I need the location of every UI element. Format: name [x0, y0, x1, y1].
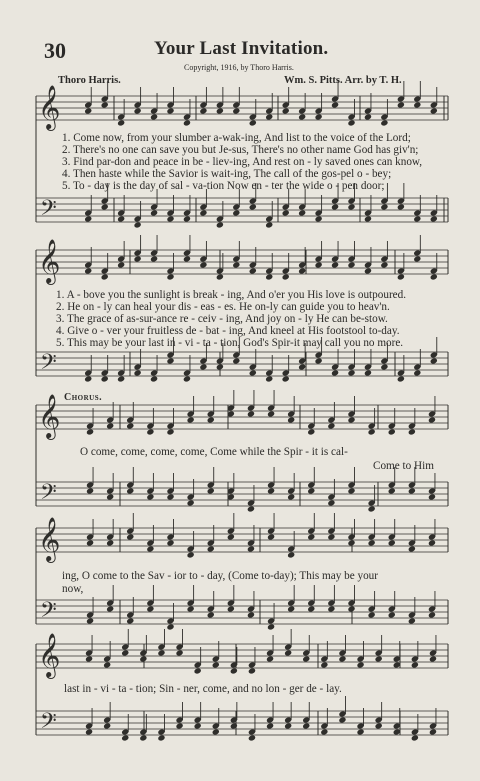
chorus-line-2-alto: now,: [62, 583, 84, 595]
hymn-number: 30: [44, 38, 66, 63]
lyricist-credit: Wm. S. Pitts. Arr. by T. H.: [284, 75, 402, 86]
chorus-label: Chorus.: [64, 392, 103, 403]
svg-text:𝄞: 𝄞: [38, 85, 61, 129]
svg-text:𝄞: 𝄞: [38, 394, 61, 438]
svg-text:𝄢: 𝄢: [40, 350, 57, 380]
svg-text:𝄞: 𝄞: [38, 239, 61, 283]
verse-1-line-2: 1. A - bove you the sunlight is break - ing, And o'er you His love is outpoured.: [56, 289, 407, 301]
copyright-notice: Copyright, 1916, by Thoro Harris.: [184, 63, 294, 72]
svg-text:𝄢: 𝄢: [40, 709, 57, 739]
svg-text:𝄞: 𝄞: [38, 633, 61, 677]
verse-2-line-1: 2. There's no one can save you but Je-sus, There's no other name God has giv'n;: [62, 144, 419, 156]
verse-3-line-2: 3. The grace of as-sur-ance re - ceiv - ing, And joy on - ly He can be-stow.: [56, 313, 388, 325]
verse-1-line-1: 1. Come now, from your slumber a-wak-ing, And list to the voice of the Lord;: [62, 132, 411, 144]
chorus-line-3: last in - vi - ta - tion; Sin - ner, come, and no lon - ger de - lay.: [64, 683, 342, 695]
svg-text:𝄢: 𝄢: [40, 480, 57, 510]
verse-block-1: [62, 132, 422, 192]
svg-text:𝄞: 𝄞: [38, 517, 61, 561]
verse-4-line-2: 4. Give o - ver your fruitless de - bat - ing, And kneel at His footstool to-day.: [56, 325, 400, 337]
verse-5-line-1: 5. To - day is the day of sal - va-tion Now en - ter the wide o - pen door;: [62, 180, 385, 192]
chorus-line-2: ing, O come to the Sav - ior to - day, (Come to-day); This may be your: [62, 570, 378, 582]
hymn-title: Your Last Invitation.: [154, 38, 329, 59]
verse-3-line-1: 3. Find par-don and peace in be - liev-ing, And rest on - ly saved ones can know,: [62, 156, 423, 168]
composer-credit: Thoro Harris.: [58, 75, 121, 86]
chorus-line-1: O come, come, come, come, Come while the Spir - it is cal-: [80, 446, 348, 458]
verse-5-line-2: 5. This may be your last in - vi - ta - tion, God's Spir-it may call you no more.: [56, 337, 404, 349]
verse-block-2: [56, 289, 406, 349]
verse-4-line-1: 4. Then haste while the Savior is wait-ing, The call of the gos-pel o - bey;: [62, 168, 392, 180]
verse-2-line-2: 2. He on - ly can heal your dis - eas - es. He on-ly can guide you to heav'n.: [56, 301, 390, 313]
svg-text:𝄢: 𝄢: [40, 598, 57, 628]
chorus-line-1-alto: Come to Him: [373, 460, 434, 472]
svg-text:𝄢: 𝄢: [40, 196, 57, 226]
